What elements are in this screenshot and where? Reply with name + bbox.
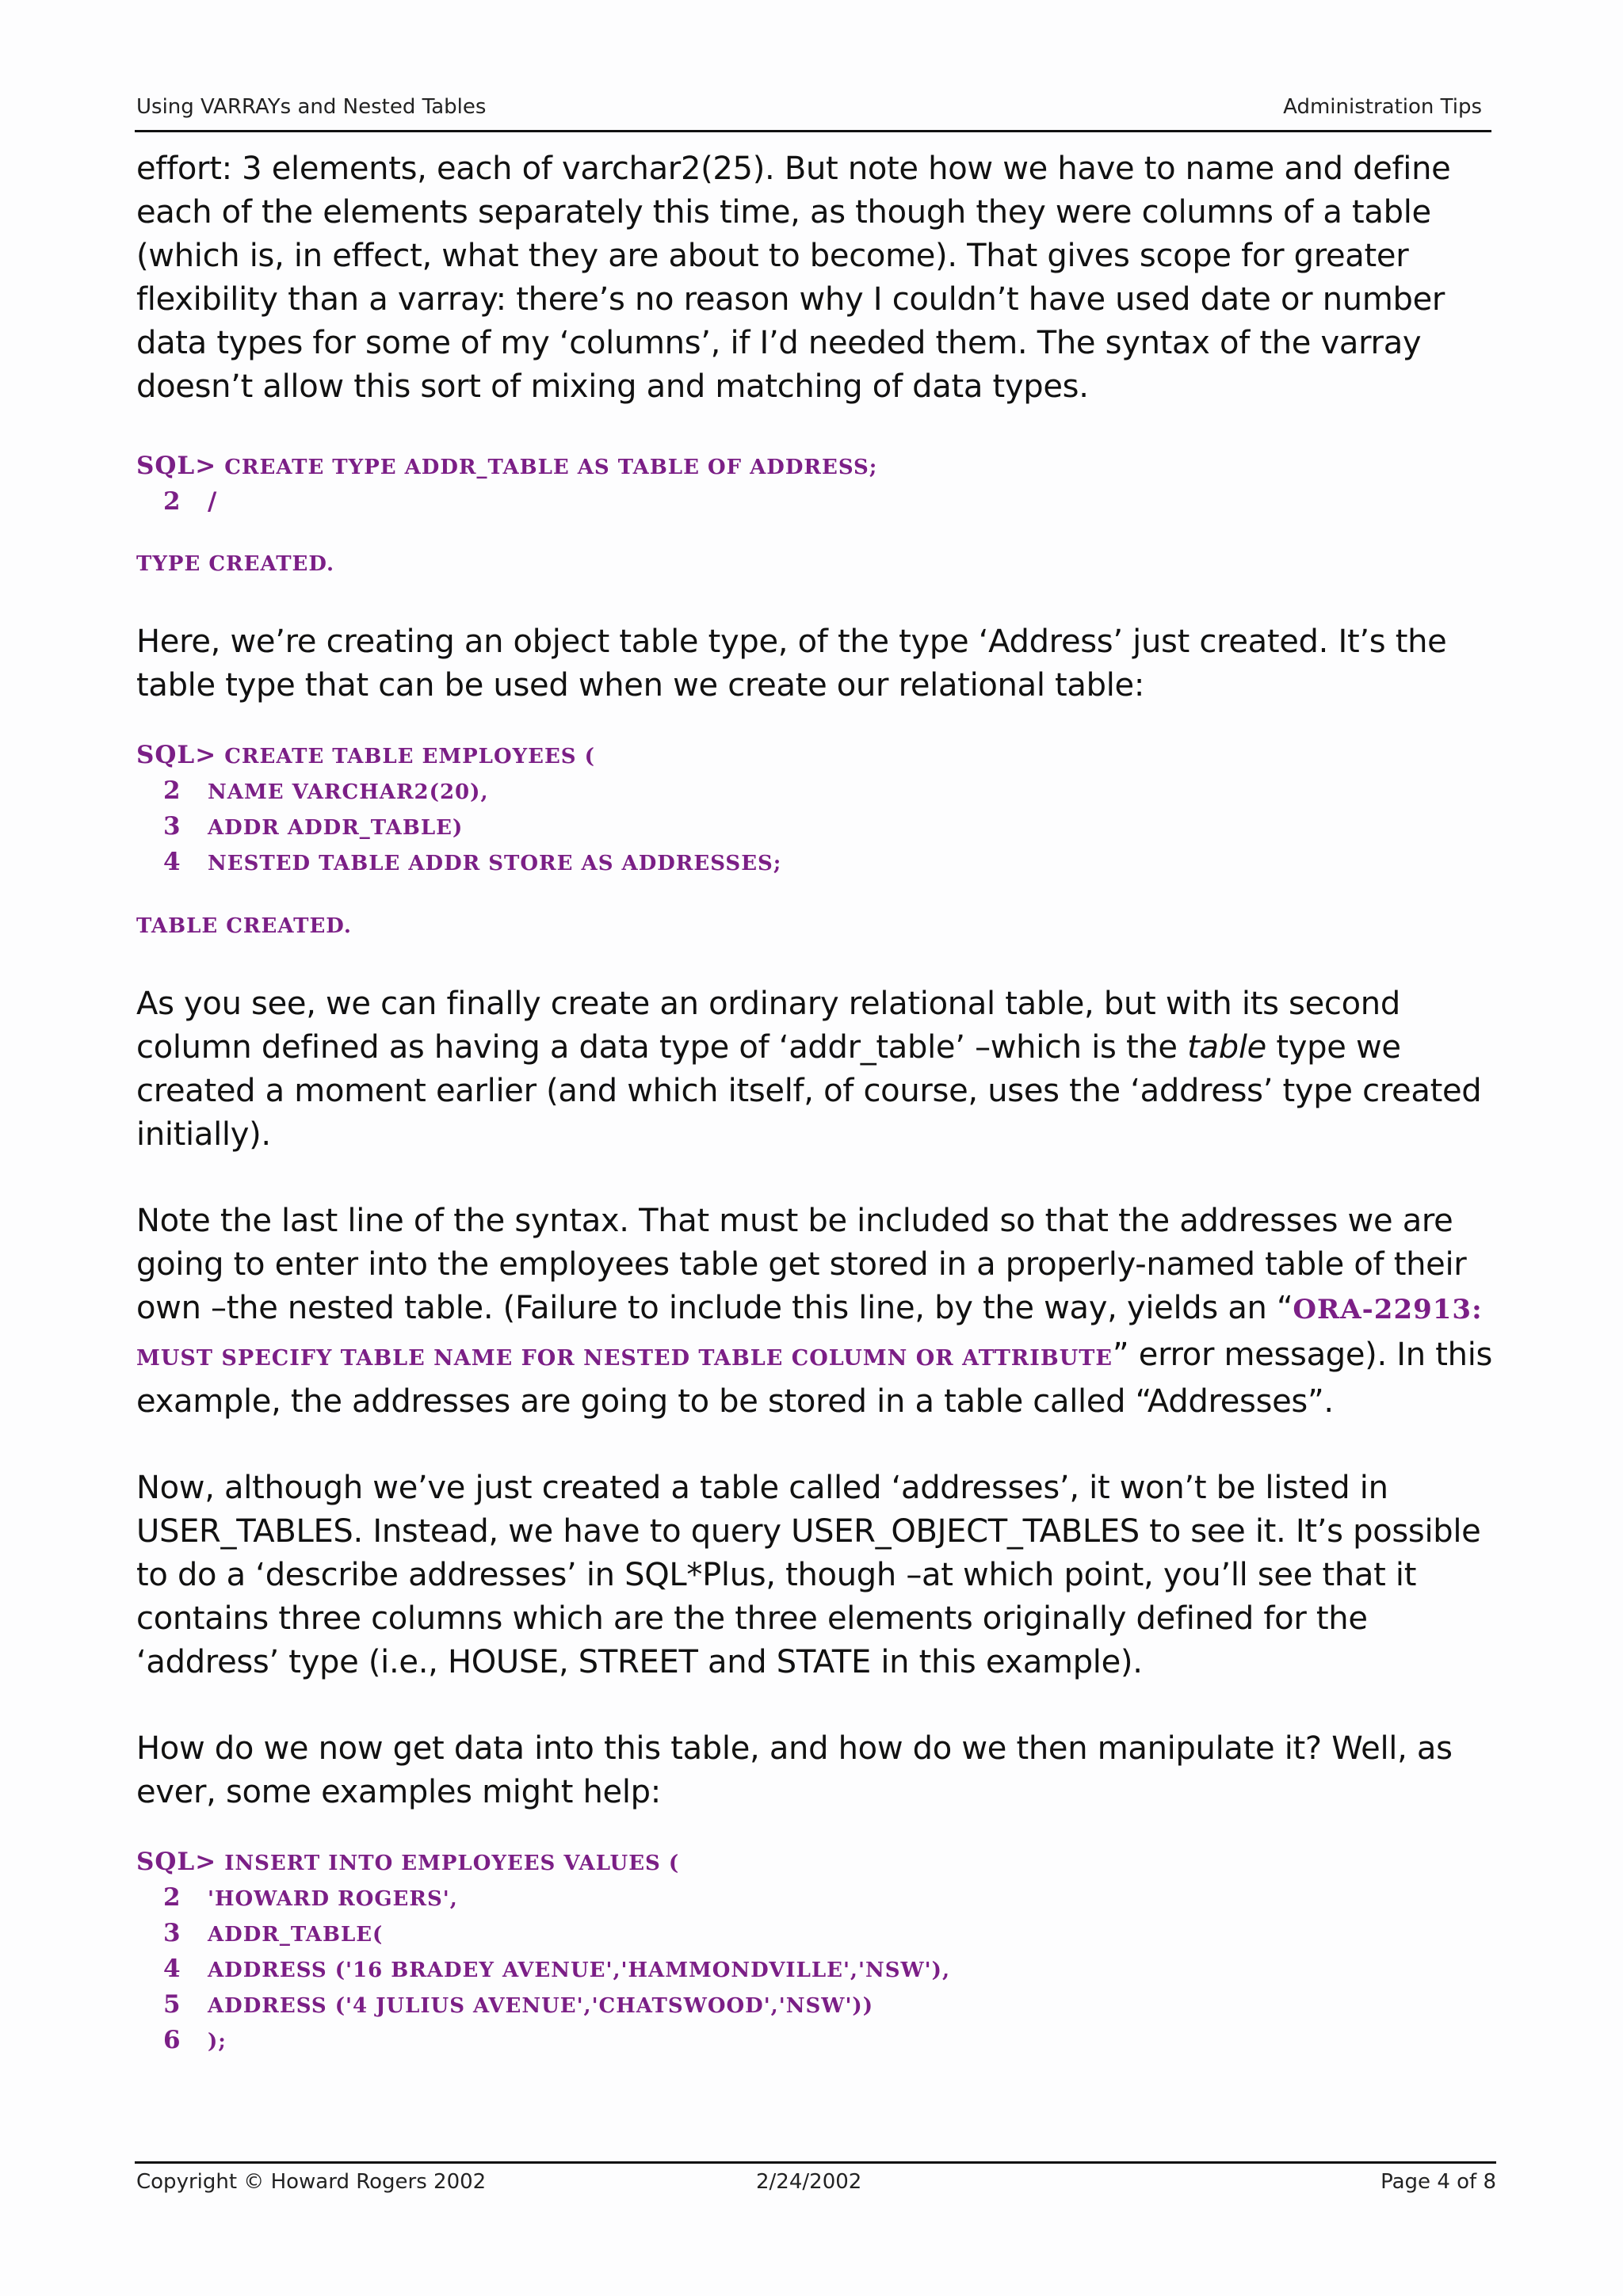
code-line: SQL> INSERT INTO EMPLOYEES VALUES ( xyxy=(136,1848,680,1876)
header-section: Administration Tips xyxy=(1283,95,1482,119)
paragraph-3: As you see, we can finally create an ordinary relational table, but with its second column defined as having a data type of ‘addr_table’ –which is the table type we created a moment earlier (and which itself, of course, uses the ‘address’ type created initially). xyxy=(136,986,1482,1153)
paragraph-4: Note the last line of the syntax. That must be included so that the addresses we are going to enter into the employees table get stored in a properly-named table of their own –the nested table. (Failure to include this line, by the way, yields an “ORA-22913: MUST SPECIFY TABLE NAME FOR NESTED TABLE COLUMN OR ATTRIBUTE” error message). In this example, the addresses are going to be stored in a table called “Addresses”. xyxy=(136,1203,1493,1420)
footer-date: 2/24/2002 xyxy=(756,2170,862,2194)
code-line: SQL> CREATE TABLE EMPLOYEES ( xyxy=(136,741,595,769)
code-line: SQL> CREATE TYPE ADDR_TABLE AS TABLE OF ADDRESS; xyxy=(136,452,878,480)
code-line: 2 NAME VARCHAR2(20), xyxy=(163,776,489,805)
code-result-type-created: TYPE CREATED. xyxy=(136,552,335,576)
code-block-create-type xyxy=(136,448,1493,520)
error-code: ORA-22913: xyxy=(1293,1294,1483,1325)
code-line: 3 ADDR ADDR_TABLE) xyxy=(163,812,464,841)
code-line: 6 ); xyxy=(163,2026,227,2054)
footer-copyright: Copyright © Howard Rogers 2002 xyxy=(136,2170,487,2194)
code-line: 2 'HOWARD ROGERS', xyxy=(163,1883,458,1912)
code-line: 5 ADDRESS ('4 JULIUS AVENUE','CHATSWOOD','NSW')) xyxy=(163,1990,874,2019)
page-footer xyxy=(135,2161,1496,2195)
header-title: Using VARRAYs and Nested Tables xyxy=(136,95,487,119)
page-header xyxy=(135,93,1491,132)
error-text: MUST SPECIFY TABLE NAME FOR NESTED TABLE COLUMN OR ATTRIBUTE xyxy=(136,1346,1113,1371)
page-content xyxy=(136,147,1493,2087)
paragraph-2: Here, we’re creating an object table type, of the type ‘Address’ just created. It’s the table type that can be used when we create our relational table: xyxy=(136,624,1447,704)
code-line: 4 ADDRESS ('16 BRADEY AVENUE','HAMMONDVILLE','NSW'), xyxy=(163,1955,950,1983)
paragraph-5: Now, although we’ve just created a table called ‘addresses’, it won’t be listed in USER_TABLES. Instead, we have to query USER_OBJECT_TABLES to see it. It’s possible to do a ‘describe addresses’ in SQL*Plus, though –at which point, you’ll see that it contains three columns which are the three elements originally defined for the ‘address’ type (i.e., HOUSE, STREET and STATE in this example). xyxy=(136,1470,1481,1680)
paragraph-6: How do we now get data into this table, and how do we then manipulate it? Well, as ever, some examples might help: xyxy=(136,1730,1453,1810)
code-block-insert xyxy=(136,1844,1493,2058)
code-line: 2 / xyxy=(163,487,218,516)
code-result-table-created: TABLE CREATED. xyxy=(136,914,352,938)
code-block-create-table xyxy=(136,738,1493,880)
code-line: 3 ADDR_TABLE( xyxy=(163,1919,384,1947)
paragraph-1: effort: 3 elements, each of varchar2(25). But note how we have to name and define each of the elements separately this time, as though they were columns of a table (which is, in effect, what they are about to become). That gives scope for greater flexibility than a varray: there’s no reason why I couldn’t have used date or number data types for some of my ‘columns’, if I’d needed them. The syntax of the varray doesn’t allow this sort of mixing and matching of data types. xyxy=(136,151,1451,405)
footer-page-number: Page 4 of 8 xyxy=(1381,2170,1496,2194)
code-line: 4 NESTED TABLE ADDR STORE AS ADDRESSES; xyxy=(163,848,782,876)
